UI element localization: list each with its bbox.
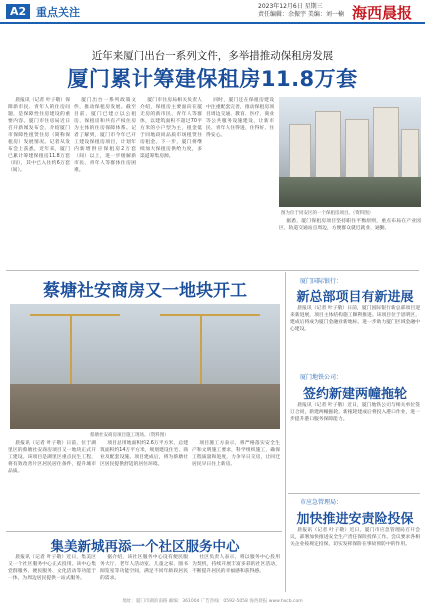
story5-headline: 集美新城再添一个社区服务中心 (50, 539, 240, 555)
story2-column-3 (192, 440, 280, 528)
lead-text-5: 据悉，厦门保租房项目坚持职住平衡原则，重点布局在产业园区、轨道交通站点周边，方便群众就近就业、通勤。 (279, 219, 421, 231)
story2-column-2 (100, 440, 188, 528)
story5-text-1: 晨报讯（记者 叶子敬）近日，集美区又一个社区服务中心正式投用。该中心集党群服务、便民服务、文化活动等功能于一体，为周边居民提供一站式服务。 (8, 555, 96, 581)
newspaper-logo: 海西晨报 (352, 4, 413, 22)
story3-tag: 厦门国际银行： (300, 278, 343, 285)
lead-column-2 (74, 97, 136, 267)
story4-body (290, 402, 420, 462)
issue-date (258, 3, 344, 19)
lead-kicker: 近年来厦门出台一系列文件，多举措推动保租房发展 (91, 50, 334, 62)
story2-text-1: 晨报讯（记者 叶子敬）日前，位于湖里区的蔡塘社安商房项目又一地块正式开工建设。该项目是湖里区重点民生工程，将有效改善片区居民居住条件，提升城市品质。 (8, 441, 96, 474)
story6-tag: 市应急管理局： (300, 499, 343, 506)
lead-text-1: 晨报讯（记者 叶子敬）保障新市民、青年人的住房问题，是保障性住房建设的重要内容。厦门市住房局近日召开新闻发布会，介绍厦门市保障性租赁住房（简称保租房）发展情况。记者从发布会上获悉，近年来，厦门已累计筹建保租房11.8万套（间），其中已入住约6万套（间）。 (8, 98, 70, 173)
masthead (0, 0, 425, 24)
date-line: 2023年12月6日 星期三 (258, 3, 323, 10)
story3-text: 晨报讯（记者 叶子敬）日前，厦门国际银行新总部项目迎来新进展，项目主体结构施工顺利推进。该项目位于思明区，建成后将成为厦门金融业新地标，进一步助力厦门区域金融中心建设。 (290, 306, 420, 332)
story5-text-3: 社区负责人表示，将以服务中心投用为契机，持续开展丰富多彩的社区活动，不断提升居民的幸福感和获得感。 (192, 555, 280, 574)
lead-headline: 厦门累计筹建保租房11.8万套 (67, 67, 358, 91)
story4-text: 晨报讯（记者 叶子敬）近日，厦门地铁公司与相关单位签订合同，新建两幢拖轮。新拖轮建成后将投入港口作业，进一步提升港口服务保障能力。 (290, 403, 420, 422)
lead-photo-caption: 图为位于同安区的一个保租房项目。（资料图） (281, 211, 374, 216)
section-title: 重点关注 (36, 6, 80, 19)
lead-column-1 (8, 97, 70, 267)
story5-divider (6, 531, 282, 532)
story5-text-2: 据介绍，该社区服务中心设有便民服务大厅、老年人活动室、儿童之家、图书阅览室等功能空间，满足不同年龄段居民的需求。 (100, 555, 188, 581)
page-footer: 地址：厦门市湖滨南路 邮编：361004 广告热线：0592-5058 海西晨报 www.hxcb.com (122, 599, 303, 604)
lead-text-3: 厦门市住房局相关负责人介绍，保租房主要面向在厦无房的新市民、青年人等群体，以建筑面积不超过70平方米的小户型为主，租金低于同地段同品质市场租赁住房租金。下一步，厦门将继续加大保租房供给力度，多渠道筹集房源。 (140, 98, 202, 159)
editor-line: 责任编辑：余振宇 美编：刘一楠 (258, 11, 344, 18)
story5-column-1 (8, 554, 96, 596)
lead-column-3 (140, 97, 202, 267)
story4-headline: 签约新建两幢拖轮 (302, 387, 407, 402)
section-divider (6, 270, 419, 271)
story4-tag: 厦门地铁公司： (300, 374, 343, 381)
story6-body (290, 527, 420, 595)
lead-column-4 (206, 97, 274, 267)
lead-photo (279, 97, 421, 207)
story6-text: 晨报讯（记者 叶子敬）近日，厦门市应急管理局召开会议，部署加快推进安全生产责任保险投保工作。会议要求各相关企业按规定投保，切实发挥保险在事故预防中的作用。 (290, 528, 420, 547)
story3-headline: 新总部项目有新进展 (296, 290, 414, 305)
story5-column-3 (192, 554, 280, 596)
lead-column-5 (279, 218, 421, 266)
story6-divider (288, 493, 420, 494)
story2-photo (10, 304, 280, 429)
story2-text-3: 项目施工方表示，将严格落实安全生产和文明施工要求，科学组织施工，确保工程质量和进度，力争早日交房，让回迁居民早日住上新房。 (192, 441, 280, 467)
lead-text-4: 同时，厦门还在保租房建设中注重配套完善，推动保租房项目周边交通、教育、医疗、商业等公共服务设施建设，让新市民、青年人住得进、住得好、住得安心。 (206, 98, 274, 138)
lead-text-2: 厦门出台一系列政策文件，推动保租房发展。截至目前，厦门已建立以公租房、保租房和共有产权住房为主体的住房保障体系。记者了解到，厦门市今年已开工建设保租房项目，计划年内新增供应保租房2万套（间）以上，进一步缓解新市民、青年人等群体住房困难。 (74, 98, 136, 173)
story6-headline: 加快推进安责险投保 (296, 512, 414, 527)
page-number: A2 (6, 4, 30, 19)
column-divider (285, 272, 286, 592)
story2-column-1 (8, 440, 96, 528)
story2-photo-caption: 蔡塘社安商房项目施工现场。（资料图） (90, 433, 169, 438)
story2-text-2: 项目总用地面积约2.6万平方米，总建筑面积约14万平方米，规划建设住宅、商业及配套设施。项目建成后，将为蔡塘社区居民提供舒适的居住环境。 (100, 441, 188, 467)
story3-body (290, 305, 420, 363)
story2-headline: 蔡塘社安商房又一地块开工 (43, 281, 247, 301)
story5-column-2 (100, 554, 188, 596)
